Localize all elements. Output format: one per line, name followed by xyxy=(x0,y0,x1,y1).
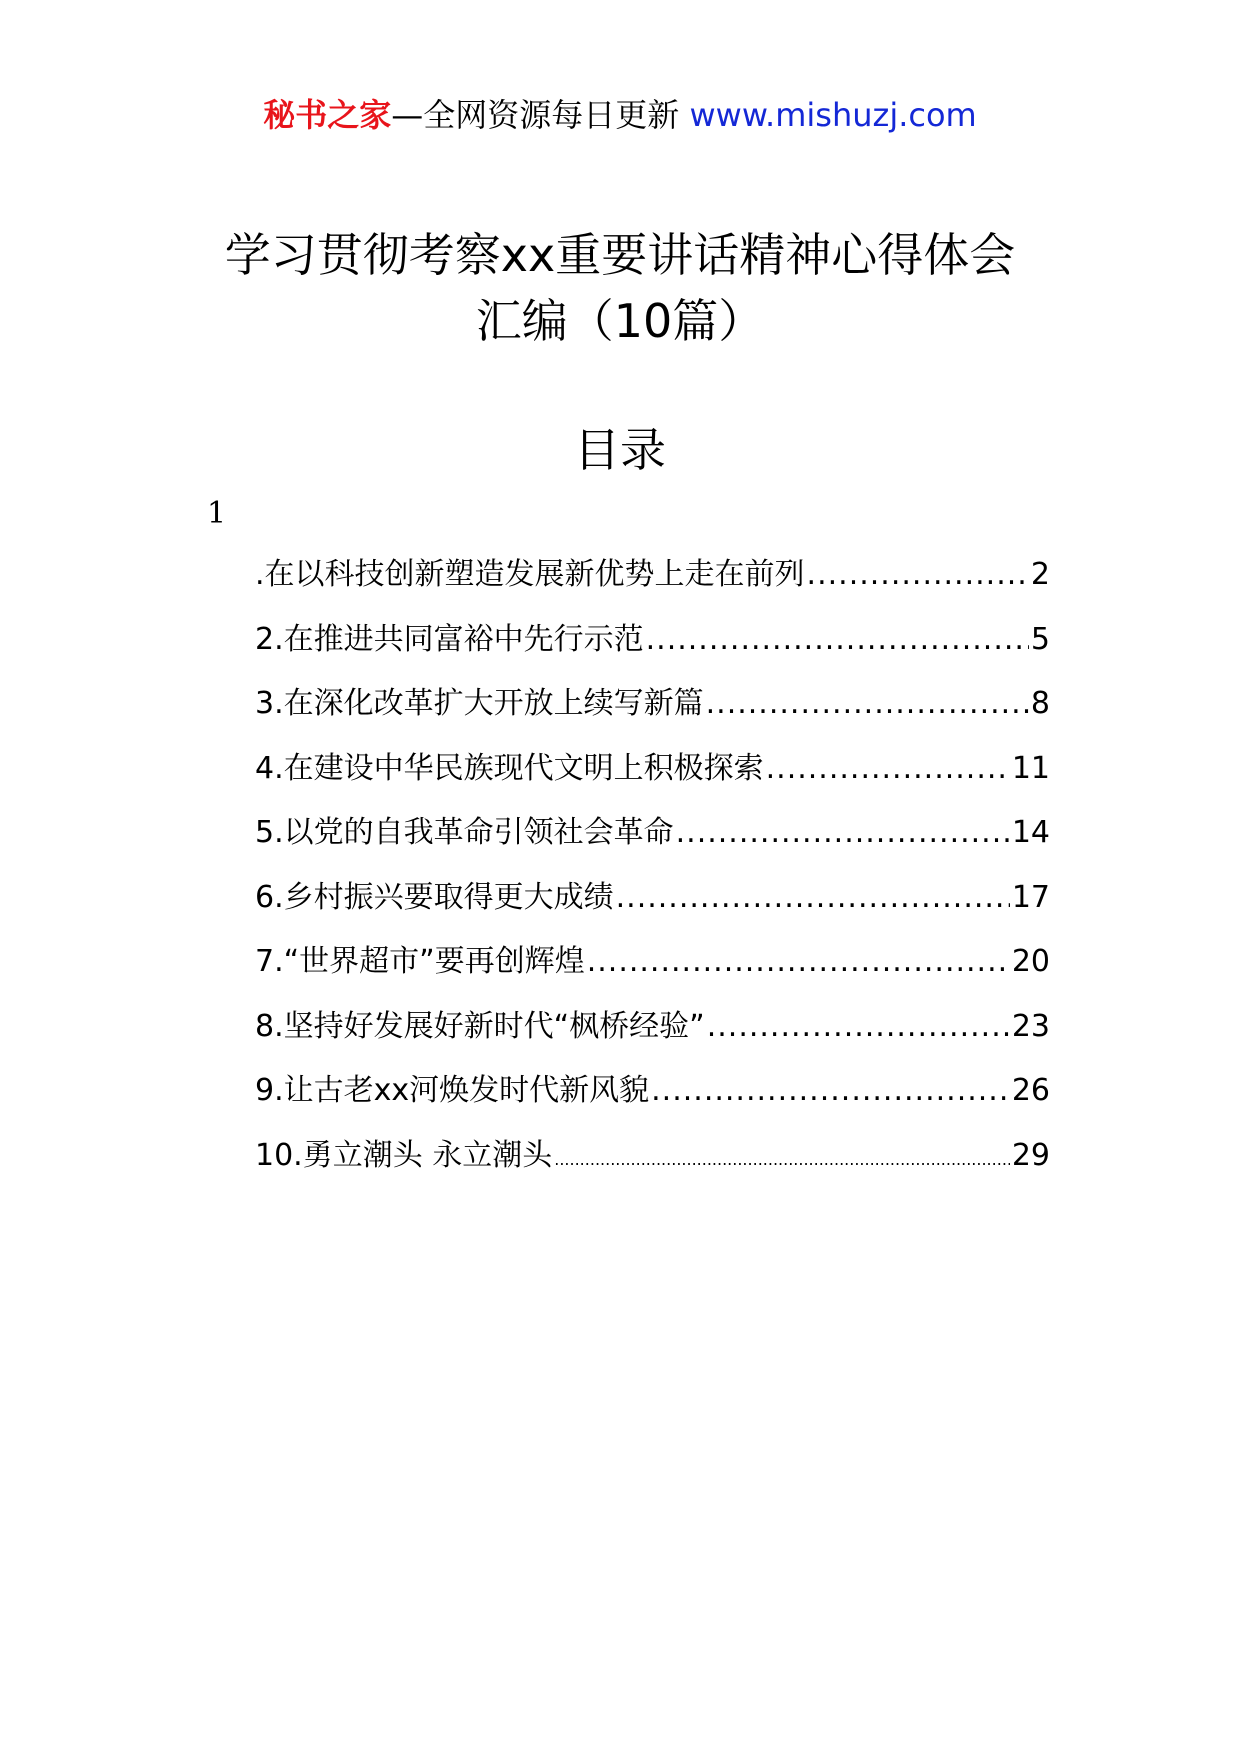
dot-leader xyxy=(651,1070,1010,1112)
toc-item-page: 26 xyxy=(1011,1073,1050,1108)
toc-item-label: 9.让古老xx河焕发时代新风貌 xyxy=(255,1073,650,1108)
toc-item-page: 11 xyxy=(1011,750,1050,786)
toc-heading: 目录 xyxy=(574,423,666,477)
site-header xyxy=(0,90,1240,140)
toc-item-label: 7.“世界超市”要再创辉煌 xyxy=(255,944,585,979)
toc-item-5[interactable] xyxy=(255,812,1050,877)
toc-item-1[interactable] xyxy=(255,554,1050,619)
toc-item-4[interactable] xyxy=(255,748,1050,813)
dot-leader xyxy=(646,619,1029,661)
toc-item-label: .在以科技创新塑造发展新优势上走在前列 xyxy=(255,557,805,592)
toc-item-page: 2 xyxy=(1030,557,1050,592)
toc-item-7[interactable] xyxy=(255,941,1050,1006)
toc-number-marker: 1 xyxy=(207,496,227,531)
toc-item-label: 3.在深化改革扩大开放上续写新篇 xyxy=(255,686,704,721)
toc-item-page: 23 xyxy=(1011,1008,1050,1044)
toc-item-10[interactable] xyxy=(255,1135,1050,1200)
toc-item-page: 5 xyxy=(1030,621,1050,657)
brand-name: 秘书之家 xyxy=(263,96,392,134)
toc-item-page: 29 xyxy=(1011,1137,1050,1173)
title-line-1: 学习贯彻考察xx重要讲话精神心得体会 xyxy=(224,228,1016,282)
dot-leader xyxy=(766,748,1010,790)
toc-item-label: 4.在建设中华民族现代文明上积极探索 xyxy=(255,750,764,786)
toc-item-label: 2.在推进共同富裕中先行示范 xyxy=(255,621,644,657)
toc-item-page: 17 xyxy=(1011,879,1050,915)
dot-leader xyxy=(554,1139,1010,1181)
site-url-link[interactable]: www.mishuzj.com xyxy=(689,96,977,134)
toc-item-label: 8.坚持好发展好新时代“枫桥经验” xyxy=(255,1008,705,1044)
dot-leader xyxy=(706,683,1029,725)
dot-leader xyxy=(676,812,1010,854)
toc-item-2[interactable] xyxy=(255,619,1050,684)
toc-item-6[interactable] xyxy=(255,877,1050,942)
toc-item-page: 8 xyxy=(1030,686,1050,721)
dot-leader xyxy=(616,877,1010,919)
dot-leader xyxy=(707,1006,1010,1048)
toc-item-page: 20 xyxy=(1011,944,1050,979)
site-slogan: —全网资源每日更新 xyxy=(391,96,680,134)
table-of-contents xyxy=(255,554,1050,1199)
document-title xyxy=(0,222,1240,354)
dot-leader xyxy=(807,554,1029,596)
toc-item-8[interactable] xyxy=(255,1006,1050,1071)
toc-item-page: 14 xyxy=(1011,815,1050,850)
toc-item-label: 5.以党的自我革命引领社会革命 xyxy=(255,815,674,850)
toc-item-label: 10.勇立潮头 永立潮头 xyxy=(255,1137,553,1173)
dot-leader xyxy=(587,941,1010,983)
toc-item-9[interactable] xyxy=(255,1070,1050,1135)
toc-item-label: 6.乡村振兴要取得更大成绩 xyxy=(255,879,614,915)
title-line-2: 汇编（10篇） xyxy=(475,294,765,348)
toc-item-3[interactable] xyxy=(255,683,1050,748)
